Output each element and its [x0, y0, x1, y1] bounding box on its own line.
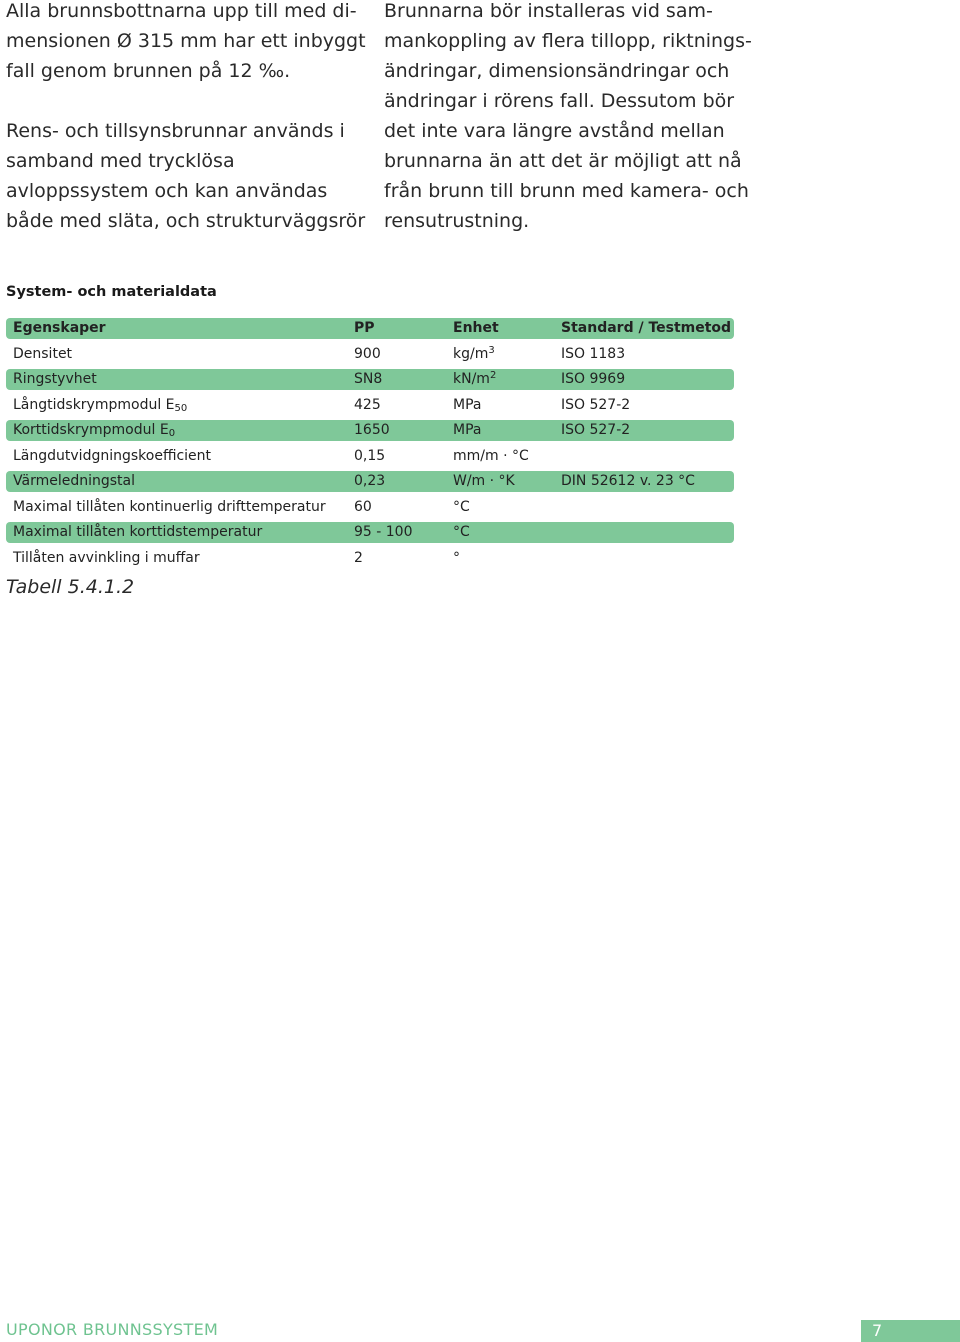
table-row [6, 471, 734, 492]
footer-label: UPONOR BRUNNSSYSTEM [6, 1320, 219, 1339]
table-row [6, 420, 734, 441]
unit-label: kN/m [453, 371, 490, 387]
property-label: Långtidskrympmodul E [13, 396, 175, 413]
cell-unit [453, 497, 561, 518]
cell-property [6, 497, 354, 518]
property-label: Densitet [13, 345, 73, 362]
section-title: System- och materialdata [6, 284, 217, 300]
cell-unit [453, 395, 561, 416]
cell-unit [453, 420, 561, 441]
property-label: Maximal tillåten kontinuerlig drifttemperatur [13, 498, 326, 515]
table-caption: Tabell 5.4.1.2 [6, 576, 135, 598]
header-pp: PP [354, 320, 375, 336]
cell-property [6, 344, 354, 365]
header-unit: Enhet [453, 320, 499, 336]
cell-property [6, 522, 354, 543]
cell-unit [453, 522, 561, 543]
property-label: Maximal tillåten korttidstemperatur [13, 524, 263, 540]
property-label: Längdutvidgningskoefficient [13, 447, 212, 464]
cell-pp: 1650 [354, 422, 390, 438]
unit-label: W/m · °K [453, 473, 515, 489]
cell-pp: 900 [354, 345, 381, 362]
table-row [6, 344, 734, 365]
cell-property [6, 420, 354, 441]
cell-standard [561, 522, 734, 543]
property-subscript: 0 [168, 428, 176, 439]
unit-superscript: 3 [488, 344, 495, 356]
cell-standard: ISO 527-2 [561, 422, 631, 438]
table-row [6, 497, 734, 518]
property-label: Värmeledningstal [13, 473, 135, 489]
cell-standard: ISO 9969 [561, 371, 626, 387]
cell-unit [453, 471, 561, 492]
unit-label: MPa [453, 396, 482, 413]
right-text-column [384, 0, 754, 236]
cell-property [6, 369, 354, 390]
cell-pp: 0,23 [354, 473, 386, 489]
table-body [6, 344, 734, 569]
page-number-box [861, 1320, 960, 1342]
cell-property [6, 471, 354, 492]
right-paragraph: Brunnarna bör installeras vid sam-mankoppling av flera tillopp, riktnings-ändringar, dimensionsändringar och ändringar i rörens fall. Dessutom bör det inte vara längre avstånd mellan brunnarna än att det är möjligt att nå från brunn till brunn med kamera- och rensutrustning. [384, 0, 752, 232]
unit-superscript: 2 [489, 370, 497, 381]
unit-label: mm/m · °C [453, 447, 529, 464]
property-label: Ringstyvhet [13, 371, 97, 387]
cell-property [6, 446, 354, 467]
page-number: 7 [872, 1321, 883, 1340]
table-header-row [6, 318, 734, 339]
property-label: Tillåten avvinkling i muffar [13, 549, 200, 566]
cell-pp: 0,15 [354, 447, 386, 464]
cell-unit [453, 344, 561, 365]
cell-pp: 2 [354, 549, 363, 566]
cell-standard: ISO 527-2 [561, 396, 631, 413]
left-text-column [6, 0, 366, 236]
material-data-table [6, 318, 734, 573]
table-row [6, 522, 734, 543]
table-row [6, 395, 734, 416]
cell-unit [453, 446, 561, 467]
unit-label: MPa [453, 422, 482, 438]
unit-label: °C [453, 524, 470, 540]
header-property: Egenskaper [13, 320, 106, 336]
header-standard: Standard / Testmetod [561, 320, 732, 336]
cell-pp: 425 [354, 396, 381, 413]
cell-standard: DIN 52612 v. 23 °C [561, 473, 695, 489]
cell-standard: ISO 1183 [561, 345, 626, 362]
left-paragraph-2: Rens- och tillsynsbrunnar används i samband med trycklösa avloppssystem och kan användas både med släta, och strukturväggsrör [6, 120, 366, 232]
property-subscript: 50 [174, 402, 188, 414]
unit-label: °C [453, 498, 470, 515]
left-paragraph-1: Alla brunnsbottnarna upp till med di-mensionen Ø 315 mm har ett inbyggt fall genom brunnen på 12 ‰. [6, 0, 366, 82]
cell-pp: 95 - 100 [354, 524, 413, 540]
unit-label: ° [453, 549, 460, 566]
property-label: Korttidskrympmodul E [13, 422, 169, 438]
cell-unit [453, 548, 561, 569]
table-row [6, 446, 734, 467]
cell-property [6, 548, 354, 569]
cell-standard [561, 548, 734, 569]
cell-standard [561, 497, 734, 518]
cell-standard [561, 446, 734, 467]
table-row [6, 548, 734, 569]
unit-label: kg/m [453, 345, 489, 362]
cell-pp: 60 [354, 498, 372, 515]
table-row [6, 369, 734, 390]
cell-property [6, 395, 354, 416]
cell-pp: SN8 [354, 371, 383, 387]
cell-unit [453, 369, 561, 390]
